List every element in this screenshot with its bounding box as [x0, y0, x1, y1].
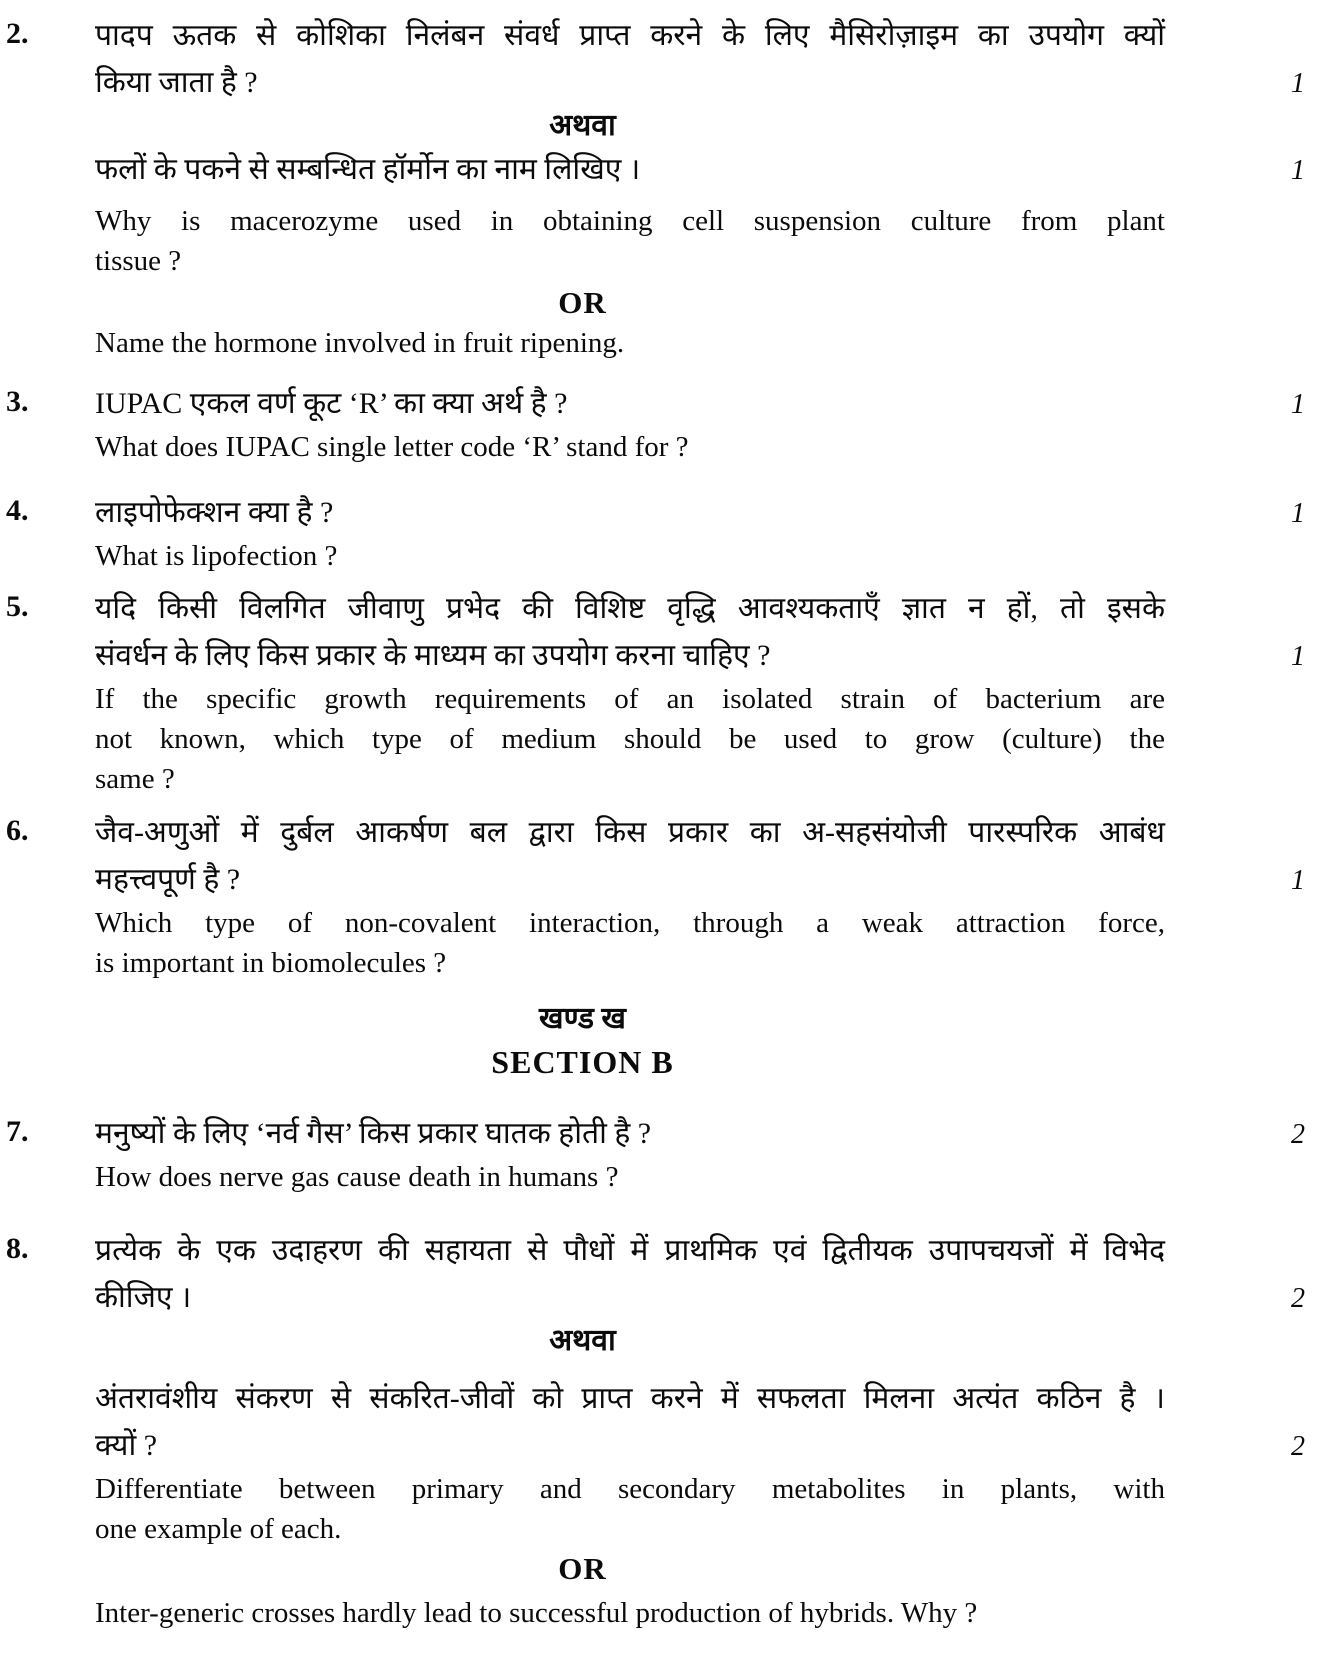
question-text-english: not known, which type of medium should be used to grow (culture) the — [95, 723, 1165, 755]
marks-value: 1 — [1291, 641, 1305, 672]
question-5 — [0, 585, 1323, 799]
question-number: 2. — [6, 17, 29, 50]
marks-value: 1 — [1291, 68, 1305, 99]
question-number: 8. — [6, 1232, 29, 1265]
question-number: 7. — [6, 1115, 29, 1148]
question-8-or-hindi — [0, 1375, 1323, 1469]
question-3-hindi — [0, 380, 1323, 427]
question-6-english — [0, 903, 1323, 983]
question-text-english: Inter-generic crosses hardly lead to successful production of hybrids. Why ? — [95, 1597, 978, 1629]
question-2-hindi — [0, 12, 1323, 106]
or-separator-english: OR — [558, 1551, 607, 1586]
question-4 — [0, 489, 1323, 576]
question-number: 5. — [6, 590, 29, 623]
marks-value: 2 — [1291, 1431, 1305, 1462]
question-6-hindi — [0, 809, 1323, 903]
question-7-hindi — [0, 1110, 1323, 1157]
question-text-hindi: कीजिए । — [95, 1281, 192, 1314]
question-text-hindi: यदि किसी विलगित जीवाणु प्रभेद की विशिष्ट वृद्धि आवश्यकताएँ ज्ञात न हों, तो इसके — [95, 592, 1165, 625]
marks-value: 1 — [1291, 389, 1305, 420]
marks-value: 2 — [1291, 1283, 1305, 1314]
marks-value: 1 — [1291, 865, 1305, 896]
or-separator-hindi: अथवा — [549, 109, 616, 142]
question-text-english: Which type of non-covalent interaction, through a weak attraction force, — [95, 907, 1165, 939]
question-text-english: What does IUPAC single letter code ‘R’ stand for ? — [95, 431, 689, 463]
question-text-hindi: लाइपोफेक्शन क्या है ? — [95, 496, 334, 529]
or-separator-english: OR — [558, 285, 607, 320]
question-text-hindi: मनुष्यों के लिए ‘नर्व गैस’ किस प्रकार घातक होती है ? — [95, 1117, 652, 1150]
section-heading-hindi: खण्ड ख — [539, 1002, 626, 1035]
question-8-hindi — [0, 1227, 1323, 1321]
question-3-english — [0, 427, 1323, 467]
question-7-english — [0, 1157, 1323, 1197]
question-7 — [0, 1110, 1323, 1197]
question-2 — [0, 12, 1323, 363]
question-text-english: Name the hormone involved in fruit ripening. — [95, 327, 625, 359]
question-text-english: What is lipofection ? — [95, 540, 338, 572]
question-text-hindi: पादप ऊतक से कोशिका निलंबन संवर्ध प्राप्त करने के लिए मैसिरोज़ाइम का उपयोग क्यों — [95, 19, 1165, 52]
marks-value: 1 — [1291, 498, 1305, 529]
question-8-english — [0, 1469, 1323, 1549]
question-5-hindi — [0, 585, 1323, 679]
section-heading-english: SECTION B — [491, 1044, 674, 1080]
question-3 — [0, 380, 1323, 467]
question-8-or-english — [0, 1593, 1323, 1633]
question-4-english — [0, 536, 1323, 576]
question-text-hindi: फलों के पकने से सम्बन्धित हॉर्मोन का नाम लिखिए । — [95, 153, 641, 186]
question-number: 4. — [6, 494, 29, 527]
question-text-english: Why is macerozyme used in obtaining cell suspension culture from plant — [95, 205, 1165, 237]
question-2-english — [0, 201, 1323, 281]
question-text-english: If the specific growth requirements of an isolated strain of bacterium are — [95, 683, 1165, 715]
question-text-hindi: किया जाता है ? — [95, 66, 258, 99]
or-separator-hindi: अथवा — [549, 1324, 616, 1357]
question-text-hindi: क्यों ? — [95, 1429, 158, 1462]
question-4-hindi — [0, 489, 1323, 536]
question-text-english: is important in biomolecules ? — [95, 947, 447, 979]
question-text-hindi: अंतरावंशीय संकरण से संकरित-जीवों को प्राप्त करने में सफलता मिलना अत्यंत कठिन है । — [95, 1382, 1165, 1415]
question-number: 3. — [6, 385, 29, 418]
section-b-heading — [0, 999, 1323, 1082]
marks-value: 1 — [1291, 155, 1305, 186]
question-text-hindi: IUPAC एकल वर्ण कूट ‘R’ का क्या अर्थ है ? — [95, 387, 568, 420]
question-text-hindi: प्रत्येक के एक उदाहरण की सहायता से पौधों में प्राथमिक एवं द्वितीयक उपापचयजों में विभेद — [95, 1234, 1165, 1267]
question-5-english — [0, 679, 1323, 799]
marks-value: 2 — [1291, 1119, 1305, 1150]
question-text-english: one example of each. — [95, 1513, 342, 1545]
question-text-hindi: संवर्धन के लिए किस प्रकार के माध्यम का उपयोग करना चाहिए ? — [95, 639, 771, 672]
question-text-english: same ? — [95, 763, 175, 795]
question-text-hindi: महत्त्वपूर्ण है ? — [95, 863, 241, 896]
question-text-english: How does nerve gas cause death in humans ? — [95, 1161, 619, 1193]
question-6 — [0, 809, 1323, 983]
question-2-or-hindi — [0, 146, 1323, 193]
question-text-hindi: जैव-अणुओं में दुर्बल आकर्षण बल द्वारा किस प्रकार का अ-सहसंयोजी पारस्परिक आबंध — [95, 816, 1165, 849]
question-8 — [0, 1227, 1323, 1633]
question-text-english: Differentiate between primary and secondary metabolites in plants, with — [95, 1473, 1165, 1505]
question-number: 6. — [6, 814, 29, 847]
question-text-english: tissue ? — [95, 245, 182, 277]
question-2-or-english — [0, 323, 1323, 363]
